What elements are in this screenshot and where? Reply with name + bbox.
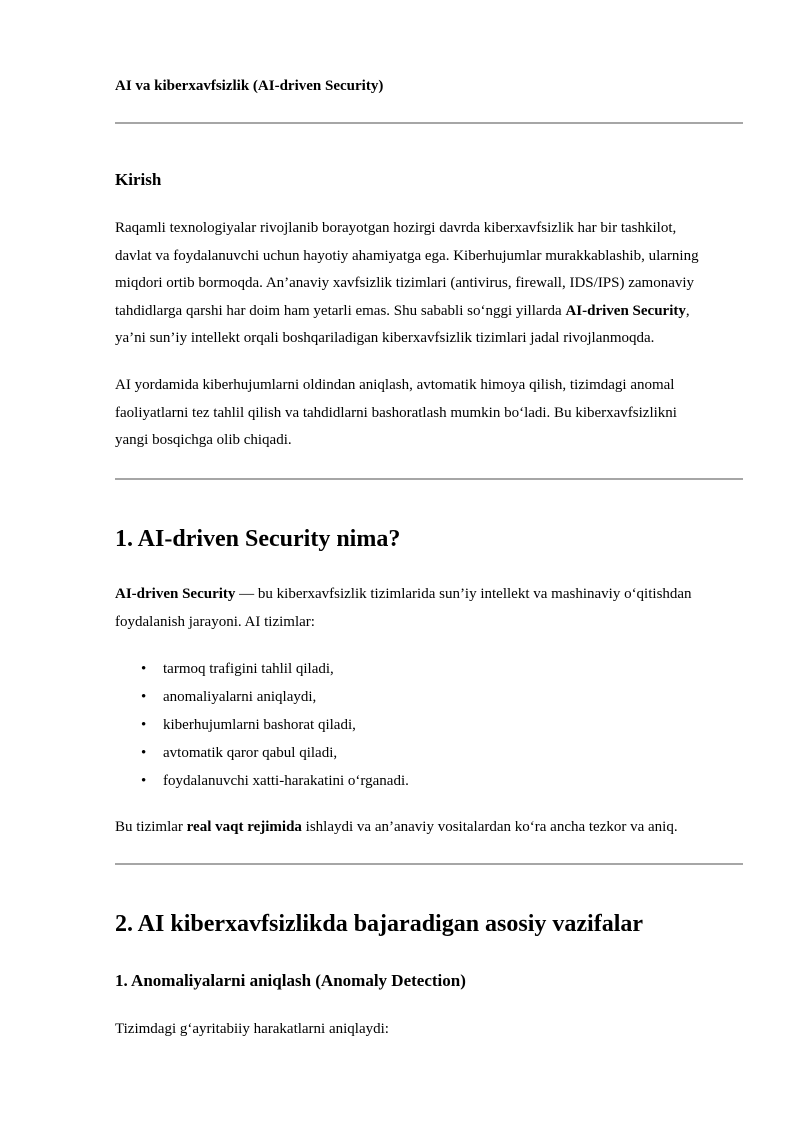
list-item-text: avtomatik qaror qabul qiladi, bbox=[163, 745, 338, 761]
bold-term: AI-driven Security bbox=[115, 586, 236, 602]
divider bbox=[115, 122, 743, 124]
text-line: miqdori ortib bormoqda. An’anaviy xavfsizlik tizimlari (antivirus, firewall, IDS/IPS) zamonaviy bbox=[115, 275, 695, 292]
text-line: AI yordamida kiberhujumlarni oldindan aniqlash, avtomatik himoya qilish, tizimdagi anomal bbox=[115, 377, 675, 393]
text-line: faoliyatlarni tez tahlil qilish va tahdidlarni bashoratlash mumkin bo‘ladi. Bu kiberxavfsizlikni bbox=[115, 404, 677, 421]
text-segment: Bu tizimlar bbox=[115, 819, 187, 835]
text-line: yangi bosqichga olib chiqadi. bbox=[115, 432, 292, 449]
list-item-text: tarmoq trafigini tahlil qiladi, bbox=[163, 661, 334, 677]
list-item bbox=[115, 739, 409, 767]
text-segment: ishlaydi va an’anaviy vositalardan ko‘ra ancha tezkor va aniq. bbox=[301, 819, 678, 835]
bullet-icon: • bbox=[141, 689, 147, 705]
list-item bbox=[115, 767, 409, 795]
list-item-text: kiberhujumlarni bashorat qiladi, bbox=[163, 717, 356, 733]
text-segment: tahdidlarga qarshi har doim ham yetarli emas. Shu sababli so‘nggi yillarda bbox=[115, 302, 566, 319]
text-line: Tizimdagi g‘ayritabiiy harakatlarni aniqlaydi: bbox=[115, 1021, 389, 1037]
bullet-icon: • bbox=[141, 661, 147, 677]
text-line bbox=[115, 298, 743, 326]
list-item bbox=[115, 711, 409, 739]
subsection-paragraph bbox=[115, 1016, 743, 1044]
ai-capabilities-list bbox=[115, 655, 409, 795]
divider bbox=[115, 863, 743, 865]
list-item bbox=[115, 655, 409, 683]
section-1-paragraph-1 bbox=[115, 581, 743, 636]
bullet-icon: • bbox=[141, 717, 147, 733]
section-1-heading: 1. AI-driven Security nima? bbox=[115, 526, 401, 552]
document-title: AI va kiberxavfsizlik (AI-driven Security) bbox=[115, 78, 384, 94]
bullet-icon: • bbox=[141, 773, 147, 789]
list-item-text: anomaliyalarni aniqlaydi, bbox=[163, 689, 317, 705]
list-item-text: foydalanuvchi xatti-harakatini o‘rganadi. bbox=[163, 773, 409, 789]
divider bbox=[115, 478, 743, 480]
bold-term: AI-driven Security bbox=[565, 302, 686, 319]
bold-term: real vaqt rejimida bbox=[186, 819, 302, 835]
section-2-heading: 2. AI kiberxavfsizlikda bajaradigan asosiy vazifalar bbox=[115, 911, 644, 937]
text-line: ya’ni sun’iy intellekt orqali boshqariladigan kiberxavfsizlik tizimlari jadal rivojlanmoqda. bbox=[115, 330, 655, 347]
section-1-paragraph-2 bbox=[115, 814, 743, 842]
text-line: davlat va foydalanuvchi uchun hayotiy ahamiyatga ega. Kiberhujumlar murakkablashib, ularning bbox=[115, 247, 699, 264]
bullet-icon: • bbox=[141, 745, 147, 761]
text-segment: , bbox=[685, 302, 690, 319]
intro-paragraph-1 bbox=[115, 215, 743, 353]
intro-heading: Kirish bbox=[115, 170, 162, 189]
text-line bbox=[115, 814, 743, 842]
text-line bbox=[115, 581, 743, 609]
text-line: Raqamli texnologiyalar rivojlanib borayotgan hozirgi davrda kiberxavfsizlik har bir tashkilot, bbox=[115, 220, 677, 236]
text-segment: — bu kiberxavfsizlik tizimlarida sun’iy intellekt va mashinaviy o‘qitishdan bbox=[235, 586, 692, 602]
intro-paragraph-2 bbox=[115, 372, 743, 455]
text-line: foydalanish jarayoni. AI tizimlar: bbox=[115, 613, 315, 630]
subsection-heading: 1. Anomaliyalarni aniqlash (Anomaly Detection) bbox=[115, 971, 466, 990]
list-item bbox=[115, 683, 409, 711]
